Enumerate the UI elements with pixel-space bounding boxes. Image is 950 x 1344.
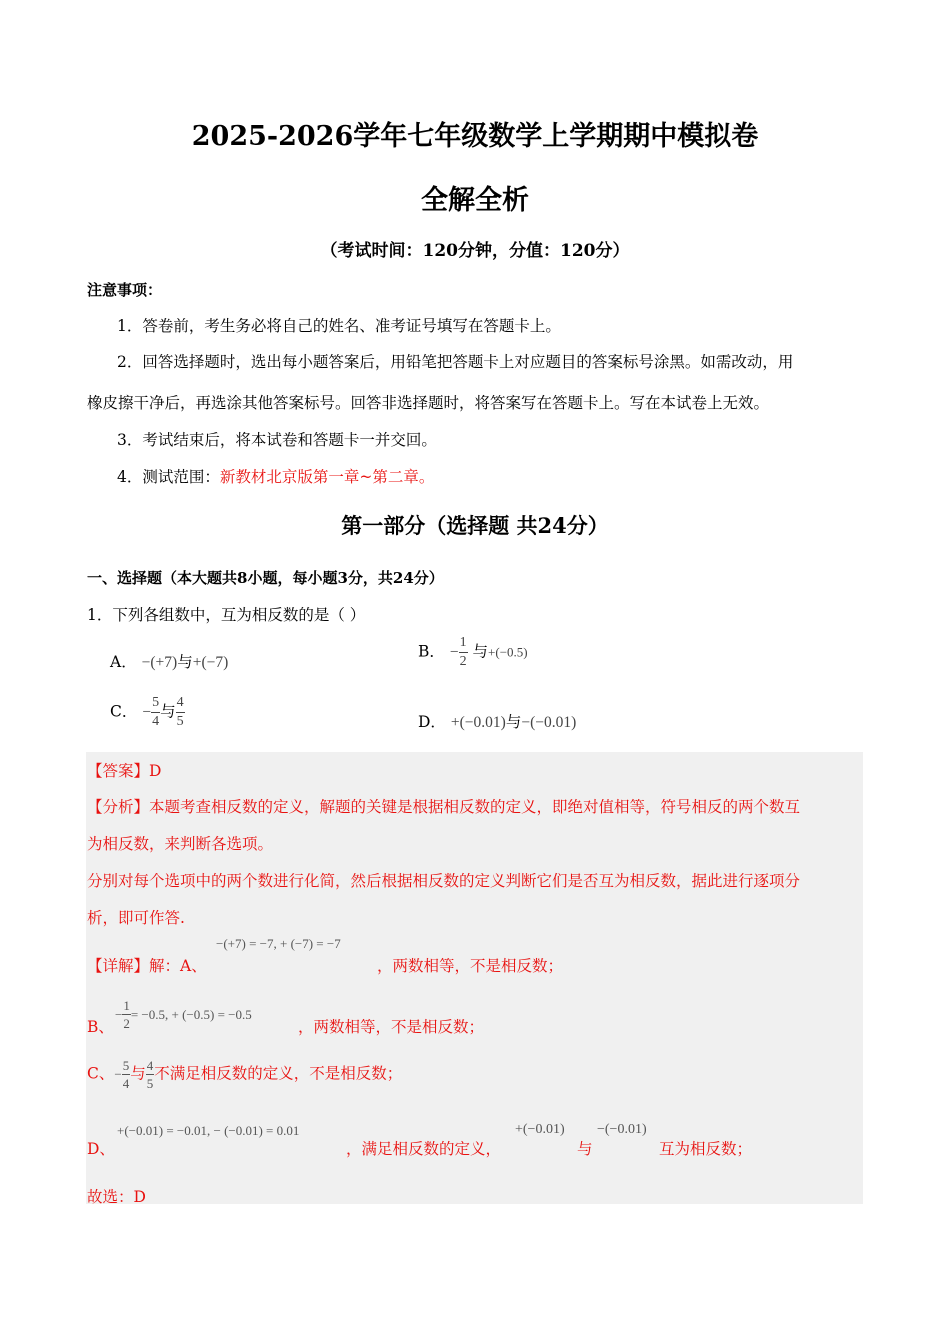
page-subtitle: 全解全析 [421,185,529,216]
option-a-label: A． [110,653,137,671]
option-b: B． − $\frac{1}{2}$ 与+(−0.5) [418,635,528,669]
notice-heading: 注意事项： [87,281,163,299]
detail-c-text: 不满足相反数的定义，不是相反数； [154,1064,403,1083]
detail-d-connector: 与 [577,1140,593,1158]
detail-c-connector: 与 [130,1064,146,1083]
option-c-fraction-2: $\frac{4}{5}$ [176,695,184,729]
option-b-right: +(−0.5) [488,644,528,660]
detail-b-text: ，两数相等，不是相反数； [298,1018,485,1036]
option-d-label: D． [418,713,446,731]
detail-d-end: 互为相反数； [659,1140,753,1158]
detail-b-math: − $\frac{1}{2}$ = −0.5, + (−0.5) = −0.5 [115,998,252,1031]
option-d [418,710,576,732]
option-b-fraction: $\frac{1}{2}$ [459,635,467,669]
detail-a-math: −(+7) = −7, + (−7) = −7 [216,936,341,951]
option-b-connector: 与 [472,642,489,661]
option-b-label: B． [418,642,445,661]
detail-d-term-1: +(−0.01) [515,1122,565,1137]
option-a [110,650,228,672]
detail-a-prefix: 【详解】解：A、 [87,957,207,975]
part1-title: 第一部分（选择题 共24分） [341,513,609,538]
option-d-right: −(−0.01) [521,714,577,731]
analysis-line-2: 为相反数，来判断各选项。 [87,835,274,853]
detail-c-fraction-1: $\frac{5}{4}$ [122,1058,130,1091]
option-d-connector: 与 [505,713,522,731]
option-a-left: −(+7) [141,654,178,671]
option-c: C． − $\frac{5}{4}$ 与 $\frac{4}{5}$ [110,695,184,729]
page-title: 2025-2026学年七年级数学上学期期中模拟卷 [191,121,759,152]
option-a-right: +(−7) [192,654,229,671]
detail-c-prefix: C、 [87,1064,115,1083]
notice-item-2-line-2: 橡皮擦干净后，再选涂其他答案标号。回答非选择题时，将答案写在答题卡上。写在本试卷上无效。 [87,394,770,412]
detail-d-term-2: −(−0.01) [597,1122,647,1137]
option-a-connector: 与 [177,653,193,671]
detail-b-prefix: B、 [87,1018,114,1036]
conclusion: 故选：D [87,1188,146,1206]
notice-item-3: 3．考试结束后，将本试卷和答题卡一并交回。 [117,431,437,449]
exam-info: （考试时间：120分钟，分值：120分） [320,241,630,261]
detail-b-fraction: $\frac{1}{2}$ [123,998,130,1031]
notice-item-2-line-1: 2．回答选择题时，选出每小题答案后，用铅笔把答题卡上对应题目的答案标号涂黑。如需改动，用 [117,353,794,371]
option-d-left: +(−0.01) [450,714,506,731]
section1-title: 一、选择题（本大题共8小题，每小题3分，共24分） [87,569,444,587]
detail-c: C、− $\frac{5}{4}$ 与 $\frac{4}{5}$ 不满足相反数的定义，不是相反数； [87,1058,403,1091]
notice-item-4 [117,465,434,487]
detail-c-fraction-2: $\frac{4}{5}$ [146,1058,154,1091]
test-scope: 新教材北京版第一章~第二章。 [219,468,435,486]
option-c-fraction-1: $\frac{5}{4}$ [152,695,160,729]
detail-a-text: ，两数相等，不是相反数； [377,957,564,975]
detail-d-prefix: D、 [87,1140,115,1158]
analysis-line-3: 分别对每个选项中的两个数进行化简，然后根据相反数的定义判断它们是否互为相反数，据此进行逐项分 [87,872,801,890]
notice-item-1: 1．答卷前，考生务必将自己的姓名、准考证号填写在答题卡上。 [117,317,561,335]
option-c-connector: 与 [160,702,176,721]
analysis-line-4: 析，即可作答. [87,909,185,927]
analysis-line-1: 【分析】本题考查相反数的定义，解题的关键是根据相反数的定义，即绝对值相等，符号相反的两个数互 [87,798,801,816]
answer-line: 【答案】D [87,762,162,780]
option-c-label: C． [110,702,138,721]
question-1-stem: 1．下列各组数中，互为相反数的是（ ） [87,606,366,624]
notice-item-4-prefix: 4．测试范围： [117,468,220,486]
detail-d-math: +(−0.01) = −0.01, − (−0.01) = 0.01 [117,1123,300,1138]
detail-d-text: ，满足相反数的定义， [346,1140,502,1158]
